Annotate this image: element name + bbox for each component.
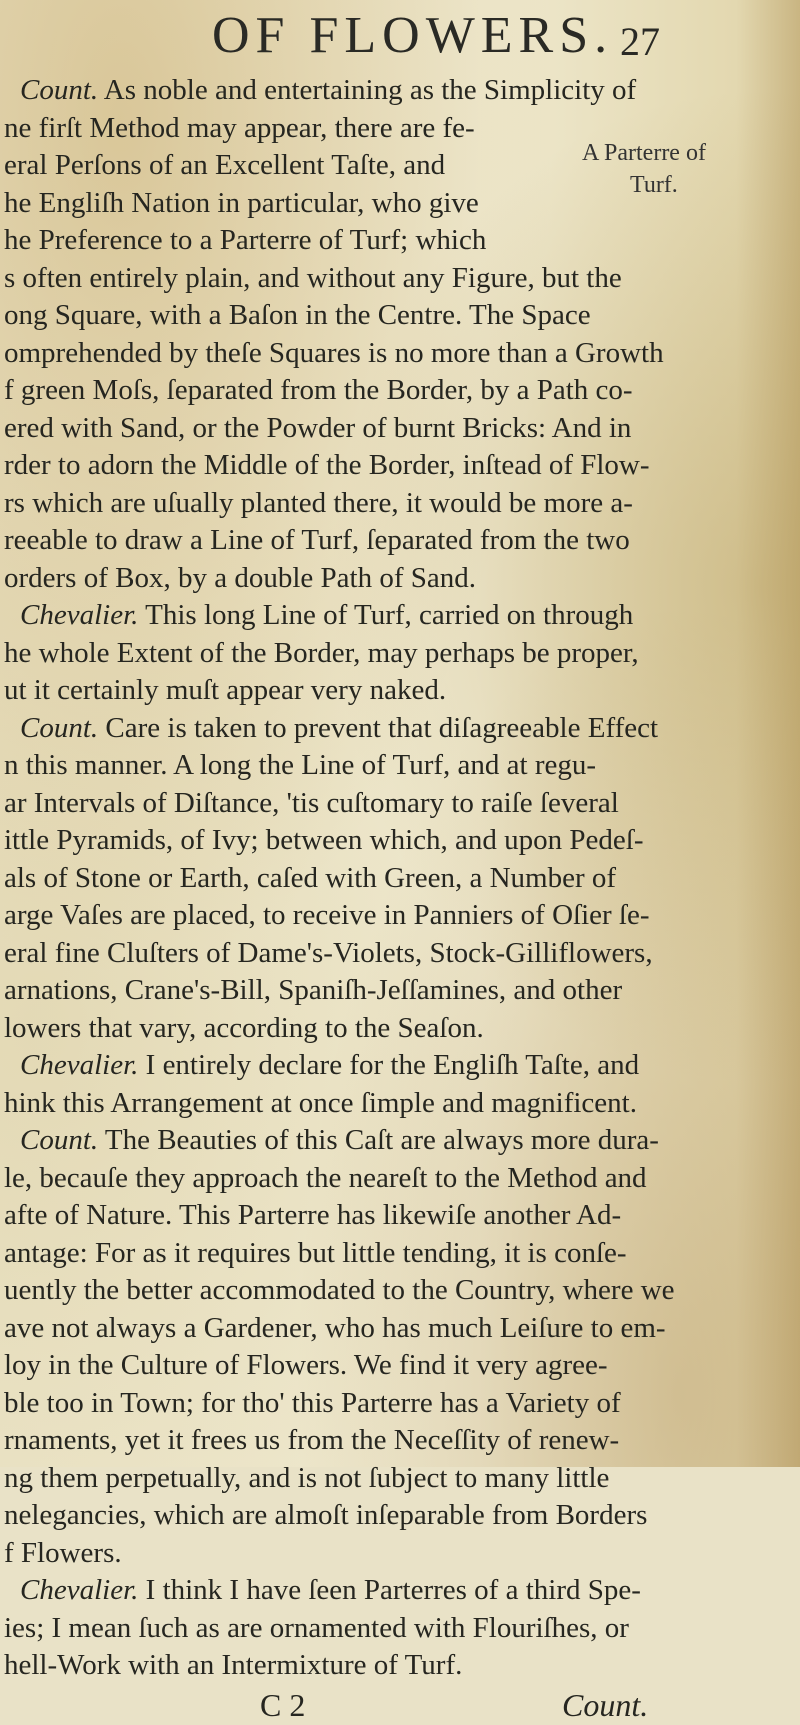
speaker-name: Chevalier. xyxy=(20,1574,139,1606)
text-line xyxy=(0,1085,800,1123)
line-text: antage: For as it requires but little tending, it is conſe- xyxy=(4,1236,627,1269)
speaker-name: Count. xyxy=(20,74,99,106)
page-number: 27 xyxy=(620,19,660,64)
text-line xyxy=(0,1460,800,1498)
line-text: I entirely declare for the Engliſh Taſte, and xyxy=(138,1049,640,1081)
text-line xyxy=(0,260,800,298)
text-line xyxy=(0,597,800,635)
catchword: Count. xyxy=(562,1686,649,1723)
text-line xyxy=(0,1647,800,1685)
line-text: omprehended by theſe Squares is no more than a Growth xyxy=(4,336,664,369)
marginal-note-line-1: A Parterre of xyxy=(582,140,706,166)
text-line xyxy=(0,297,800,335)
text-line xyxy=(0,522,800,560)
text-line xyxy=(0,185,800,223)
running-title: OF FLOWERS. xyxy=(212,7,614,64)
line-text: ble too in Town; for tho' this Parterre has a Variety of xyxy=(4,1386,621,1419)
line-text: n this manner. A long the Line of Turf, and at regu- xyxy=(4,749,597,781)
text-line xyxy=(0,822,800,860)
text-line xyxy=(0,485,800,523)
text-line xyxy=(0,1235,800,1273)
text-line xyxy=(0,72,800,110)
text-line xyxy=(0,1422,800,1460)
line-text: hell-Work with an Intermixture of Turf. xyxy=(4,1649,463,1681)
text-line xyxy=(0,1497,800,1535)
speaker-name: Chevalier. xyxy=(20,1049,139,1081)
line-text: rs which are uſually planted there, it would be more a- xyxy=(4,486,633,519)
line-text: ut it certainly muſt appear very naked. xyxy=(4,674,447,706)
line-text: f green Moſs, ſeparated from the Border, by a Path co- xyxy=(4,374,633,406)
text-line xyxy=(0,110,800,148)
text-line xyxy=(0,860,800,898)
text-line xyxy=(0,710,800,748)
line-text: rnaments, yet it frees us from the Neceſſity of renew- xyxy=(4,1424,620,1456)
page-header xyxy=(0,4,800,74)
line-text: rder to adorn the Middle of the Border, inſtead of Flow- xyxy=(4,449,650,481)
line-text: The Beauties of this Caſt are always more dura- xyxy=(98,1124,659,1156)
line-text: nelegancies, which are almoſt inſeparable from Borders xyxy=(4,1499,648,1531)
line-text: Care is taken to prevent that diſagreeable Effect xyxy=(98,711,659,744)
text-line xyxy=(0,222,800,260)
line-text: arge Vaſes are placed, to receive in Panniers of Oſier ſe- xyxy=(4,899,650,931)
body-text xyxy=(0,72,800,1725)
line-text: ittle Pyramids, of Ivy; between which, and upon Pedeſ- xyxy=(4,824,644,856)
text-line xyxy=(0,147,800,185)
text-line xyxy=(0,1385,800,1423)
line-text: arnations, Crane's-Bill, Spaniſh-Jeſſamines, and other xyxy=(4,974,623,1006)
line-text: ng them perpetually, and is not ſubject to many little xyxy=(4,1461,610,1494)
text-line xyxy=(0,1010,800,1048)
line-text: reeable to draw a Line of Turf, ſeparated from the two xyxy=(4,524,630,556)
line-text: ies; I mean ſuch as are ornamented with Flouriſhes, or xyxy=(4,1611,629,1644)
line-text: loy in the Culture of Flowers. We find it very agree- xyxy=(4,1349,608,1381)
text-line xyxy=(0,672,800,710)
text-line xyxy=(0,785,800,823)
text-line xyxy=(0,1160,800,1198)
line-text: he Engliſh Nation in particular, who give xyxy=(4,186,479,219)
line-text: eral fine Cluſters of Dame's-Violets, Stock-Gilliflowers, xyxy=(4,936,653,969)
text-line xyxy=(0,447,800,485)
line-text: als of Stone or Earth, caſed with Green, a Number of xyxy=(4,861,617,894)
signature-mark: C 2 xyxy=(260,1686,306,1723)
text-line xyxy=(0,1272,800,1310)
line-text: he Preference to a Parterre of Turf; which xyxy=(4,224,487,256)
line-text: hink this Arrangement at once ſimple and magnificent. xyxy=(4,1086,637,1119)
line-text: I think I have ſeen Parterres of a third Spe- xyxy=(138,1574,641,1606)
text-line xyxy=(0,1197,800,1235)
line-text: This long Line of Turf, carried on through xyxy=(138,599,634,631)
speaker-name: Count. xyxy=(20,1124,99,1156)
speaker-name: Count. xyxy=(20,711,99,744)
text-line xyxy=(0,560,800,598)
text-line xyxy=(0,935,800,973)
line-text: le, becauſe they approach the neareſt to the Method and xyxy=(4,1161,647,1194)
page-footer xyxy=(0,1685,800,1725)
text-line xyxy=(0,1047,800,1085)
text-line xyxy=(0,972,800,1010)
line-text: afte of Nature. This Parterre has likewiſe another Ad- xyxy=(4,1199,622,1231)
line-text: ave not always a Gardener, who has much Leiſure to em- xyxy=(4,1311,666,1344)
line-text: ered with Sand, or the Powder of burnt Bricks: And in xyxy=(4,411,632,444)
text-line xyxy=(0,635,800,673)
line-text: ar Intervals of Diſtance, 'tis cuſtomary to raiſe ſeveral xyxy=(4,786,619,819)
text-line xyxy=(0,1535,800,1573)
line-text: he whole Extent of the Border, may perhaps be proper, xyxy=(4,636,639,669)
line-text: eral Perſons of an Excellent Taſte, and xyxy=(4,149,446,181)
line-text: s often entirely plain, and without any Figure, but the xyxy=(4,261,622,294)
text-line xyxy=(0,747,800,785)
text-line xyxy=(0,1347,800,1385)
text-line xyxy=(0,410,800,448)
text-line xyxy=(0,1572,800,1610)
text-line xyxy=(0,1610,800,1648)
line-text: As noble and entertaining as the Simplicity of xyxy=(98,74,637,106)
line-text: lowers that vary, according to the Seaſon. xyxy=(4,1011,484,1044)
text-line xyxy=(0,372,800,410)
text-line xyxy=(0,335,800,373)
line-text: ong Square, with a Baſon in the Centre. The Space xyxy=(4,299,591,331)
marginal-note-line-2: Turf. xyxy=(630,172,678,198)
speaker-name: Chevalier. xyxy=(20,599,139,631)
text-line xyxy=(0,1122,800,1160)
line-text: orders of Box, by a double Path of Sand. xyxy=(4,561,476,594)
line-text: ne firſt Method may appear, there are fe- xyxy=(4,111,475,144)
line-text: uently the better accommodated to the Country, where we xyxy=(4,1274,675,1306)
text-line xyxy=(0,1310,800,1348)
text-line xyxy=(0,897,800,935)
line-text: f Flowers. xyxy=(4,1536,122,1569)
